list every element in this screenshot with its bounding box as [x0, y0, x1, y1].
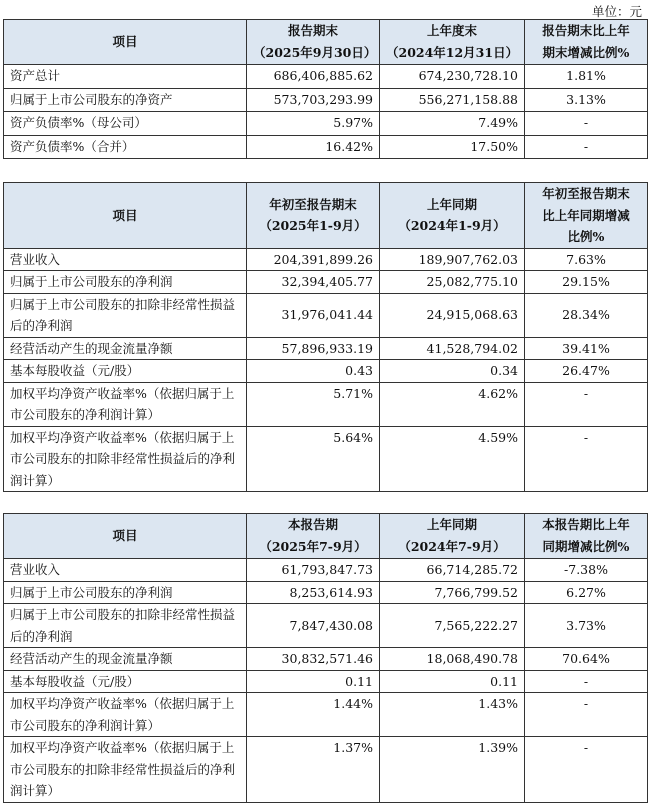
row-label-cell: 基本每股收益（元/股）: [4, 360, 247, 383]
row-label-cell: 加权平均净资产收益率%（依据归属于上市公司股东的净利润计算）: [4, 693, 247, 737]
value-cell: 16.42%: [247, 135, 380, 159]
value-cell: 674,230,728.10: [380, 65, 525, 89]
change-percent-cell: 7.63%: [525, 248, 648, 271]
table-row: [4, 337, 648, 360]
value-cell: 31,976,041.44: [247, 293, 380, 337]
row-label-cell: 归属于上市公司股东的净利润: [4, 581, 247, 604]
column-header: 项目: [4, 20, 247, 65]
value-cell: 7,565,222.27: [380, 604, 525, 648]
value-cell: 573,703,293.99: [247, 88, 380, 112]
change-percent-cell: 1.81%: [525, 65, 648, 89]
row-label-cell: 资产负债率%（合并）: [4, 135, 247, 159]
value-cell: 25,082,775.10: [380, 271, 525, 294]
change-percent-cell: 3.73%: [525, 604, 648, 648]
value-cell: 17.50%: [380, 135, 525, 159]
value-cell: 24,915,068.63: [380, 293, 525, 337]
row-label-cell: 归属于上市公司股东的净利润: [4, 271, 247, 294]
value-cell: 556,271,158.88: [380, 88, 525, 112]
table-row: [4, 88, 648, 112]
row-label-cell: 营业收入: [4, 248, 247, 271]
table-row: [4, 648, 648, 671]
value-cell: 32,394,405.77: [247, 271, 380, 294]
change-percent-cell: 26.47%: [525, 360, 648, 383]
change-percent-cell: 70.64%: [525, 648, 648, 671]
value-cell: 1.39%: [380, 737, 525, 803]
row-label-cell: 加权平均净资产收益率%（依据归属于上市公司股东的扣除非经常性损益后的净利润计算）: [4, 426, 247, 492]
table-row: [4, 581, 648, 604]
row-label-cell: 经营活动产生的现金流量净额: [4, 648, 247, 671]
change-percent-cell: -: [525, 670, 648, 693]
row-label-cell: 资产负债率%（母公司）: [4, 112, 247, 136]
table-row: [4, 670, 648, 693]
value-cell: 41,528,794.02: [380, 337, 525, 360]
value-cell: 5.97%: [247, 112, 380, 136]
change-percent-cell: -: [525, 426, 648, 492]
value-cell: 686,406,885.62: [247, 65, 380, 89]
change-percent-cell: -: [525, 112, 648, 136]
value-cell: 5.64%: [247, 426, 380, 492]
change-percent-cell: -: [525, 382, 648, 426]
column-header: 上年度末 （2024年12月31日）: [380, 20, 525, 65]
table-header-row: [4, 514, 648, 559]
balance-indicators-table: [3, 19, 648, 159]
table-row: [4, 382, 648, 426]
change-percent-cell: 3.13%: [525, 88, 648, 112]
table-header-row: [4, 20, 648, 65]
table-row: [4, 426, 648, 492]
value-cell: 4.59%: [380, 426, 525, 492]
value-cell: 66,714,285.72: [380, 559, 525, 582]
column-header: 上年同期 （2024年7-9月）: [380, 514, 525, 559]
value-cell: 1.43%: [380, 693, 525, 737]
column-header: 报告期末比上年 期末增减比例%: [525, 20, 648, 65]
value-cell: 18,068,490.78: [380, 648, 525, 671]
value-cell: 5.71%: [247, 382, 380, 426]
value-cell: 8,253,614.93: [247, 581, 380, 604]
row-label-cell: 加权平均净资产收益率%（依据归属于上市公司股东的扣除非经常性损益后的净利润计算）: [4, 737, 247, 803]
value-cell: 4.62%: [380, 382, 525, 426]
column-header: 年初至报告期末 比上年同期增减 比例%: [525, 183, 648, 249]
change-percent-cell: 39.41%: [525, 337, 648, 360]
value-cell: 61,793,847.73: [247, 559, 380, 582]
change-percent-cell: 6.27%: [525, 581, 648, 604]
value-cell: 189,907,762.03: [380, 248, 525, 271]
value-cell: 1.44%: [247, 693, 380, 737]
value-cell: 0.34: [380, 360, 525, 383]
row-label-cell: 资产总计: [4, 65, 247, 89]
value-cell: 57,896,933.19: [247, 337, 380, 360]
column-header: 本报告期 （2025年7-9月）: [247, 514, 380, 559]
change-percent-cell: -: [525, 737, 648, 803]
change-percent-cell: -: [525, 135, 648, 159]
table-row: [4, 65, 648, 89]
year-to-date-indicators-table: [3, 182, 648, 492]
row-label-cell: 营业收入: [4, 559, 247, 582]
value-cell: 0.11: [380, 670, 525, 693]
value-cell: 204,391,899.26: [247, 248, 380, 271]
value-cell: 30,832,571.46: [247, 648, 380, 671]
table-row: [4, 135, 648, 159]
row-label-cell: 归属于上市公司股东的扣除非经常性损益后的净利润: [4, 604, 247, 648]
column-header: 本报告期比上年 同期增减比例%: [525, 514, 648, 559]
column-header: 上年同期 （2024年1-9月）: [380, 183, 525, 249]
value-cell: 0.11: [247, 670, 380, 693]
change-percent-cell: -7.38%: [525, 559, 648, 582]
table-row: [4, 559, 648, 582]
table-row: [4, 737, 648, 803]
row-label-cell: 归属于上市公司股东的净资产: [4, 88, 247, 112]
value-cell: 0.43: [247, 360, 380, 383]
column-header: 报告期末 （2025年9月30日）: [247, 20, 380, 65]
change-percent-cell: 28.34%: [525, 293, 648, 337]
quarter-indicators-table: [3, 513, 648, 803]
row-label-cell: 加权平均净资产收益率%（依据归属于上市公司股东的净利润计算）: [4, 382, 247, 426]
table-row: [4, 248, 648, 271]
change-percent-cell: 29.15%: [525, 271, 648, 294]
table-row: [4, 271, 648, 294]
table-row: [4, 112, 648, 136]
value-cell: 7,847,430.08: [247, 604, 380, 648]
row-label-cell: 归属于上市公司股东的扣除非经常性损益后的净利润: [4, 293, 247, 337]
table-row: [4, 360, 648, 383]
table-header-row: [4, 183, 648, 249]
table-row: [4, 293, 648, 337]
row-label-cell: 经营活动产生的现金流量净额: [4, 337, 247, 360]
unit-label: 单位：元: [591, 4, 642, 19]
value-cell: 1.37%: [247, 737, 380, 803]
table-row: [4, 693, 648, 737]
change-percent-cell: -: [525, 693, 648, 737]
value-cell: 7,766,799.52: [380, 581, 525, 604]
column-header: 年初至报告期末 （2025年1-9月）: [247, 183, 380, 249]
table-row: [4, 604, 648, 648]
row-label-cell: 基本每股收益（元/股）: [4, 670, 247, 693]
column-header: 项目: [4, 183, 247, 249]
column-header: 项目: [4, 514, 247, 559]
value-cell: 7.49%: [380, 112, 525, 136]
